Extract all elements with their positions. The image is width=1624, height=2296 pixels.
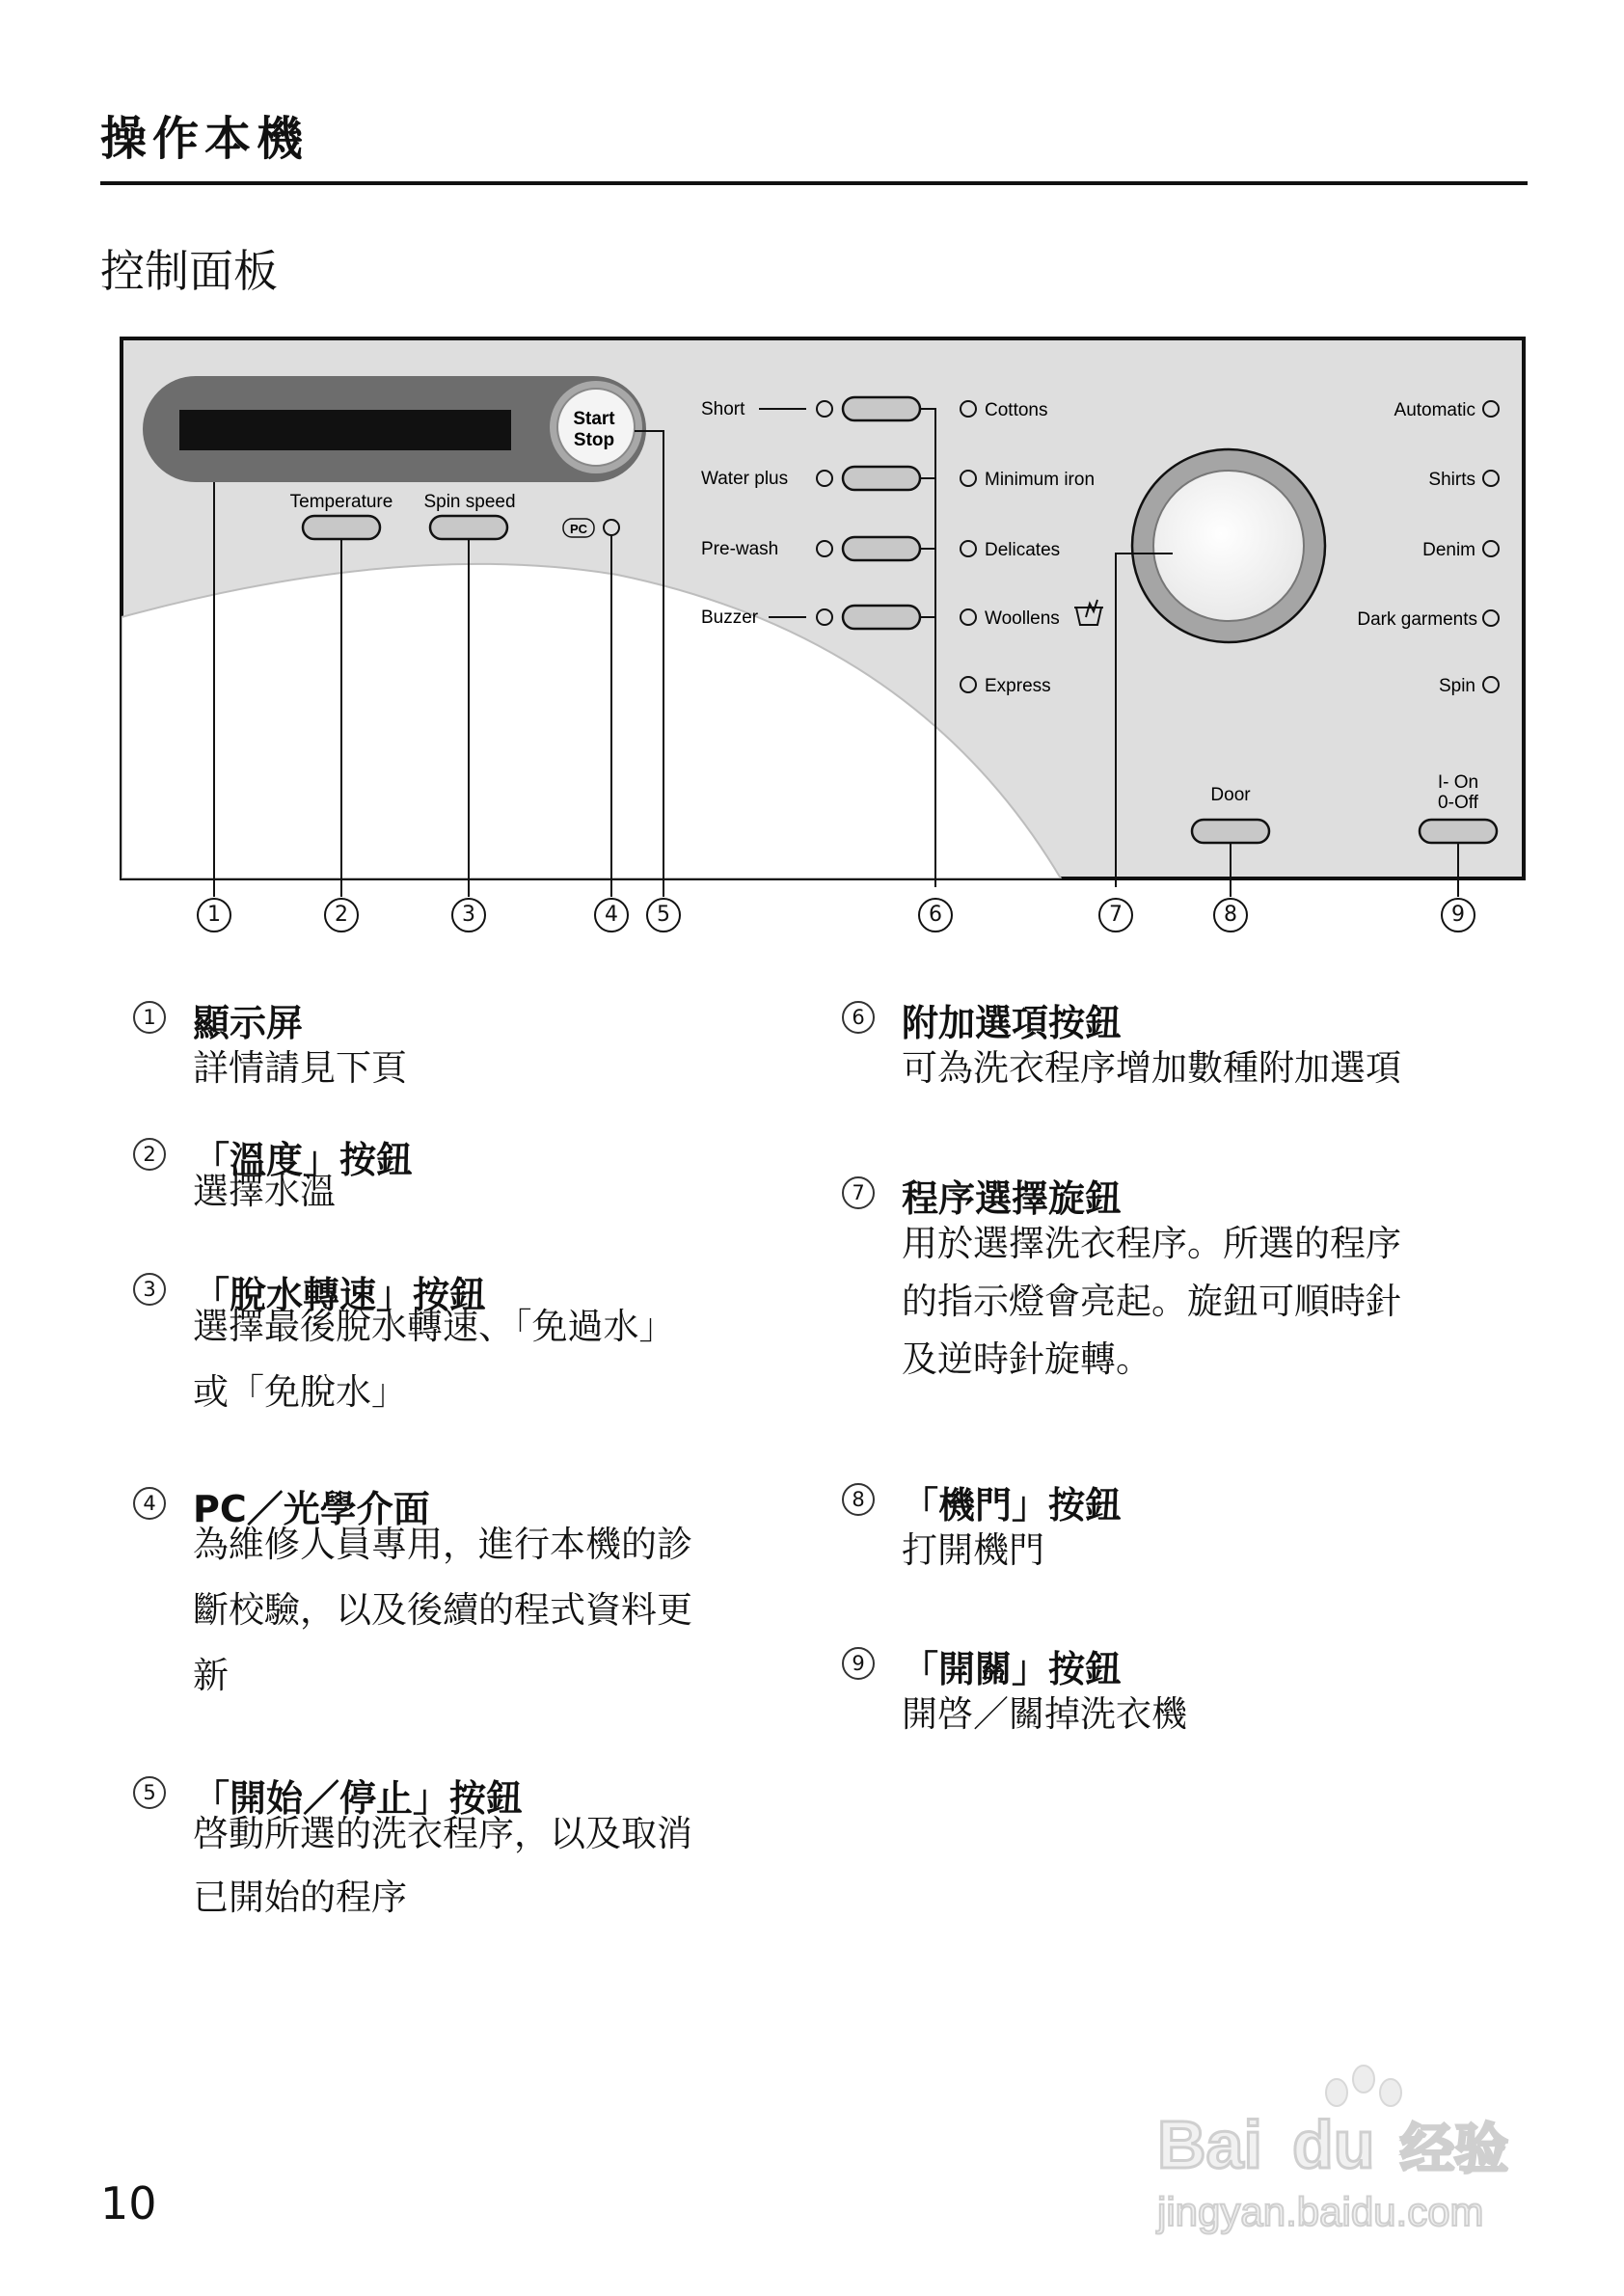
option-button-buzzer[interactable]: [843, 606, 920, 629]
program-express: Express: [985, 676, 1051, 696]
callout-8: 8: [1213, 898, 1248, 932]
program-shirts: Shirts: [1428, 470, 1475, 490]
item-heading: 附加選項按鈕: [902, 1002, 1123, 1044]
temperature-button[interactable]: [303, 516, 380, 539]
start-label: Start: [573, 409, 615, 429]
baidu-jingyan-watermark: [1148, 2054, 1553, 2247]
program-cottons: Cottons: [985, 400, 1048, 420]
page-title: 操作本機: [100, 112, 310, 166]
program-automatic: Automatic: [1394, 400, 1475, 420]
callout-9: 9: [1441, 898, 1475, 932]
program-delicates: Delicates: [985, 540, 1061, 560]
item-number: 5: [133, 1776, 166, 1809]
section-title: 控制面板: [100, 245, 278, 297]
spin-speed-label: Spin speed: [423, 492, 516, 512]
item-heading: PC／光學介面: [193, 1488, 430, 1530]
item-line: 開啓／關掉洗衣機: [902, 1693, 1187, 1735]
item-line: 可為洗衣程序增加數種附加選項: [902, 1047, 1401, 1089]
page-number: 10: [100, 2177, 157, 2229]
item-heading: 「開關」按鈕: [902, 1648, 1123, 1690]
stop-label: Stop: [573, 430, 615, 450]
item-line: 選擇最後脫水轉速、「免過水」: [193, 1306, 675, 1347]
item-line: 為維修人員專用，進行本機的診: [193, 1524, 692, 1565]
spin-speed-button[interactable]: [430, 516, 507, 539]
item-number: 2: [133, 1138, 166, 1171]
item-number: 7: [842, 1176, 875, 1209]
option-button-water-plus[interactable]: [843, 467, 920, 490]
temperature-label: Temperature: [289, 492, 393, 512]
item-line: 打開機門: [902, 1529, 1044, 1571]
item-line: 的指示燈會亮起。旋鈕可順時針: [902, 1281, 1401, 1322]
item-line: 用於選擇洗衣程序。所選的程序: [902, 1223, 1401, 1264]
item-number: 4: [133, 1487, 166, 1520]
item-line: 選擇水溫: [193, 1171, 336, 1212]
callout-4: 4: [594, 898, 629, 932]
callout-6: 6: [918, 898, 953, 932]
item-heading: 「開始／停止」按鈕: [193, 1777, 524, 1820]
door-label: Door: [1210, 785, 1251, 805]
callout-1: 1: [197, 898, 231, 932]
paw-icon: [1326, 2066, 1401, 2106]
door-button[interactable]: [1192, 820, 1269, 843]
item-line: 及逆時針旋轉。: [902, 1338, 1151, 1380]
item-line: 斷校驗，以及後續的程式資料更: [193, 1589, 692, 1631]
program-denim: Denim: [1422, 540, 1475, 560]
item-line: 或「免脫水」: [193, 1371, 407, 1413]
item-number: 3: [133, 1273, 166, 1306]
power-button[interactable]: [1420, 820, 1497, 843]
callout-3: 3: [451, 898, 486, 932]
item-heading: 程序選擇旋鈕: [902, 1177, 1123, 1220]
item-number: 6: [842, 1001, 875, 1034]
callout-7: 7: [1098, 898, 1133, 932]
power-label-on: I- On: [1437, 772, 1479, 793]
program-spin: Spin: [1438, 676, 1475, 696]
program-dark-garments: Dark garments: [1357, 609, 1477, 630]
option-label-water-plus: Water plus: [701, 469, 789, 489]
item-number: 1: [133, 1001, 166, 1034]
option-button-short[interactable]: [843, 397, 920, 420]
program-woollens: Woollens: [985, 608, 1060, 629]
item-line: 新: [193, 1655, 229, 1696]
item-heading: 「溫度」按鈕: [193, 1139, 414, 1181]
item-heading: 「機門」按鈕: [902, 1484, 1123, 1526]
option-label-buzzer: Buzzer: [701, 608, 759, 628]
watermark-brand2: du: [1292, 2107, 1375, 2182]
pc-label: PC: [569, 522, 588, 536]
option-button-pre-wash[interactable]: [843, 537, 920, 560]
item-line: 已開始的程序: [193, 1877, 407, 1918]
display-screen: [179, 410, 511, 450]
item-heading: 「脫水轉速」按鈕: [193, 1274, 487, 1316]
callout-5: 5: [646, 898, 681, 932]
program-selector-knob[interactable]: [1153, 471, 1304, 621]
callout-2: 2: [324, 898, 359, 932]
item-heading: 顯示屏: [193, 1002, 304, 1044]
item-line: 啓動所選的洗衣程序，以及取消: [193, 1813, 692, 1854]
watermark-url: jingyan.baidu.com: [1157, 2189, 1484, 2234]
option-label-short: Short: [701, 399, 745, 419]
item-line: 詳情請見下頁: [193, 1047, 407, 1089]
program-minimum-iron: Minimum iron: [985, 470, 1096, 490]
control-panel-diagram: [0, 0, 1624, 964]
watermark-brand: Bai: [1157, 2107, 1262, 2182]
item-number: 8: [842, 1483, 875, 1516]
item-number: 9: [842, 1647, 875, 1680]
option-label-pre-wash: Pre-wash: [701, 539, 779, 559]
watermark-cn: 经验: [1400, 2119, 1508, 2179]
power-label-off: 0-Off: [1438, 793, 1478, 813]
